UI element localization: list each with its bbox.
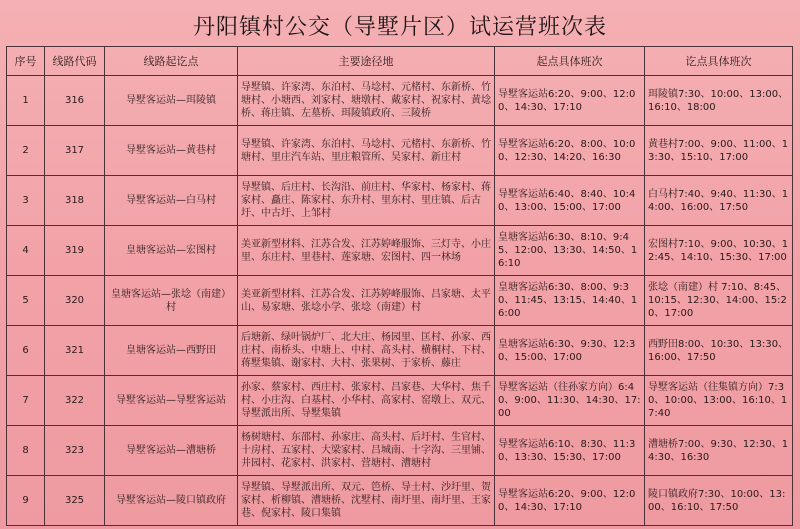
cell-start: 导墅客运站6:20、9:00、12:00、14:30、17:10 [495, 76, 645, 126]
cell-route: 导墅客运站—黄巷村 [105, 126, 238, 176]
cell-via: 导墅镇、导墅派出所、双元、笆桥、导士村、沙圩里、贺家村、析柳镇、漕塘桥、沈墅村、南圩里、南圩里、王家巷、倪家村、陵口集镇 [238, 476, 495, 526]
cell-code: 322 [45, 376, 105, 426]
cell-no: 4 [7, 226, 45, 276]
cell-via: 孙家、蔡家村、西庄村、张家村、吕家巷、大华村、焦千村、小庄沟、白基村、小华村、高家村、窑墩上、双元、导墅派出所、导墅集镇 [238, 376, 495, 426]
header-end: 讫点具体班次 [645, 47, 793, 76]
cell-end: 白马村7:40、9:40、11:30、14:00、16:00、17:50 [645, 176, 793, 226]
schedule-table [6, 46, 793, 526]
cell-code: 325 [45, 476, 105, 526]
table-row [7, 326, 793, 376]
header-code: 线路代码 [45, 47, 105, 76]
cell-code: 320 [45, 276, 105, 326]
cell-end: 黄巷村7:00、9:00、11:00、13:30、15:10、17:00 [645, 126, 793, 176]
table-row [7, 176, 793, 226]
cell-start: 导墅客运站6:10、8:30、11:30、13:30、15:30、17:00 [495, 426, 645, 476]
cell-start: 皇塘客运站6:30、8:00、9:30、11:45、13:15、14:40、16:00 [495, 276, 645, 326]
cell-via: 后塘新、绿叶锅炉厂、北大庄、杨园里、匡村、孙家、西庄村、南桥头、中塘上、中村、高头村、横桐村、下村、蒋墅集镇、谢家村、大村、张果树、于家桥、藤庄 [238, 326, 495, 376]
table-row [7, 276, 793, 326]
cell-start: 导墅客运站（往孙家方向）6:40、9:00、11:30、14:30、17:00 [495, 376, 645, 426]
page-title: 丹阳镇村公交（导墅片区）试运营班次表 [192, 15, 607, 40]
cell-code: 323 [45, 426, 105, 476]
cell-start: 导墅客运站6:20、9:00、12:00、14:30、17:10 [495, 476, 645, 526]
cell-no: 6 [7, 326, 45, 376]
cell-end: 张埝（南建）村 7:10、8:45、10:15、12:30、14:00、15:20、17:00 [645, 276, 793, 326]
cell-end: 宏图村7:10、9:00、10:30、12:45、14:10、15:30、17:00 [645, 226, 793, 276]
cell-code: 321 [45, 326, 105, 376]
cell-start: 皇塘客运站6:30、9:30、12:30、15:00、17:00 [495, 326, 645, 376]
cell-end: 珥陵镇7:30、10:00、13:00、16:10、18:00 [645, 76, 793, 126]
cell-end: 漕塘桥7:00、9:30、12:30、14:30、16:30 [645, 426, 793, 476]
cell-no: 3 [7, 176, 45, 226]
cell-code: 317 [45, 126, 105, 176]
cell-code: 318 [45, 176, 105, 226]
cell-start: 皇塘客运站6:30、8:10、9:45、12:00、13:30、14:50、16:10 [495, 226, 645, 276]
table-row [7, 76, 793, 126]
cell-no: 5 [7, 276, 45, 326]
header-no: 序号 [7, 47, 45, 76]
cell-start: 导墅客运站6:40、8:40、10:40、13:00、15:00、17:00 [495, 176, 645, 226]
cell-no: 9 [7, 476, 45, 526]
cell-via: 导墅镇、许家湾、东泊村、马埝村、元楮村、东新桥、竹塘村、里庄汽车站、里庄粮管所、吴家村、新庄村 [238, 126, 495, 176]
cell-no: 1 [7, 76, 45, 126]
cell-route: 皇塘客运站—张埝（南建）村 [105, 276, 238, 326]
table-row [7, 126, 793, 176]
header-start: 起点具体班次 [495, 47, 645, 76]
cell-via: 导墅镇、后庄村、长沟沿、前庄村、华家村、杨家村、蒋家村、矗庄、陈家村、东升村、里东村、里庄镇、后古圩、中古圩、上邹村 [238, 176, 495, 226]
header-route: 线路起讫点 [105, 47, 238, 76]
cell-route: 导墅客运站—白马村 [105, 176, 238, 226]
table-row [7, 376, 793, 426]
cell-via: 导墅镇、许家湾、东泊村、马埝村、元楮村、东新桥、竹塘村、小塘西、刘家村、塘墩村、戴家村、祝家村、黄埝桥、蒋庄镇、左墓桥、珥陵镇政府、三陵桥 [238, 76, 495, 126]
cell-route: 皇塘客运站—西野田 [105, 326, 238, 376]
cell-code: 316 [45, 76, 105, 126]
cell-no: 2 [7, 126, 45, 176]
cell-no: 8 [7, 426, 45, 476]
cell-route: 导墅客运站—漕塘桥 [105, 426, 238, 476]
cell-via: 杨树塘村、东邵村、孙家庄、高头村、后圩村、生官村、十房村、五家村、大梁家村、吕城南、十字沟、三里铺、井园村、花家村、洪家村、营塘村、漕塘村 [238, 426, 495, 476]
cell-code: 319 [45, 226, 105, 276]
cell-no: 7 [7, 376, 45, 426]
table-row [7, 476, 793, 526]
cell-route: 导墅客运站—珥陵镇 [105, 76, 238, 126]
table-row [7, 226, 793, 276]
cell-end: 陵口镇政府7:30、10:00、13:00、16:10、17:50 [645, 476, 793, 526]
cell-via: 美亚新型材料、江苏合发、江苏婷峰服饰、吕家塘、太平山、易家塘、张埝小学、张埝（南建）村 [238, 276, 495, 326]
cell-route: 皇塘客运站—宏图村 [105, 226, 238, 276]
cell-end: 导墅客运站（往集镇方向）7:30、10:00、13:00、16:10、17:40 [645, 376, 793, 426]
cell-via: 美亚新型材料、江苏合发、江苏婷峰服饰、三灯寺、小庄里、东庄村、里巷村、莲家塘、宏图村、四一林场 [238, 226, 495, 276]
cell-route: 导墅客运站—导墅客运站 [105, 376, 238, 426]
table-row [7, 426, 793, 476]
header-via: 主要途径地 [238, 47, 495, 76]
header-row [7, 47, 793, 76]
cell-route: 导墅客运站—陵口镇政府 [105, 476, 238, 526]
cell-end: 西野田8:00、10:30、13:30、16:00、17:50 [645, 326, 793, 376]
cell-start: 导墅客运站6:20、8:00、10:00、12:30、14:20、16:30 [495, 126, 645, 176]
